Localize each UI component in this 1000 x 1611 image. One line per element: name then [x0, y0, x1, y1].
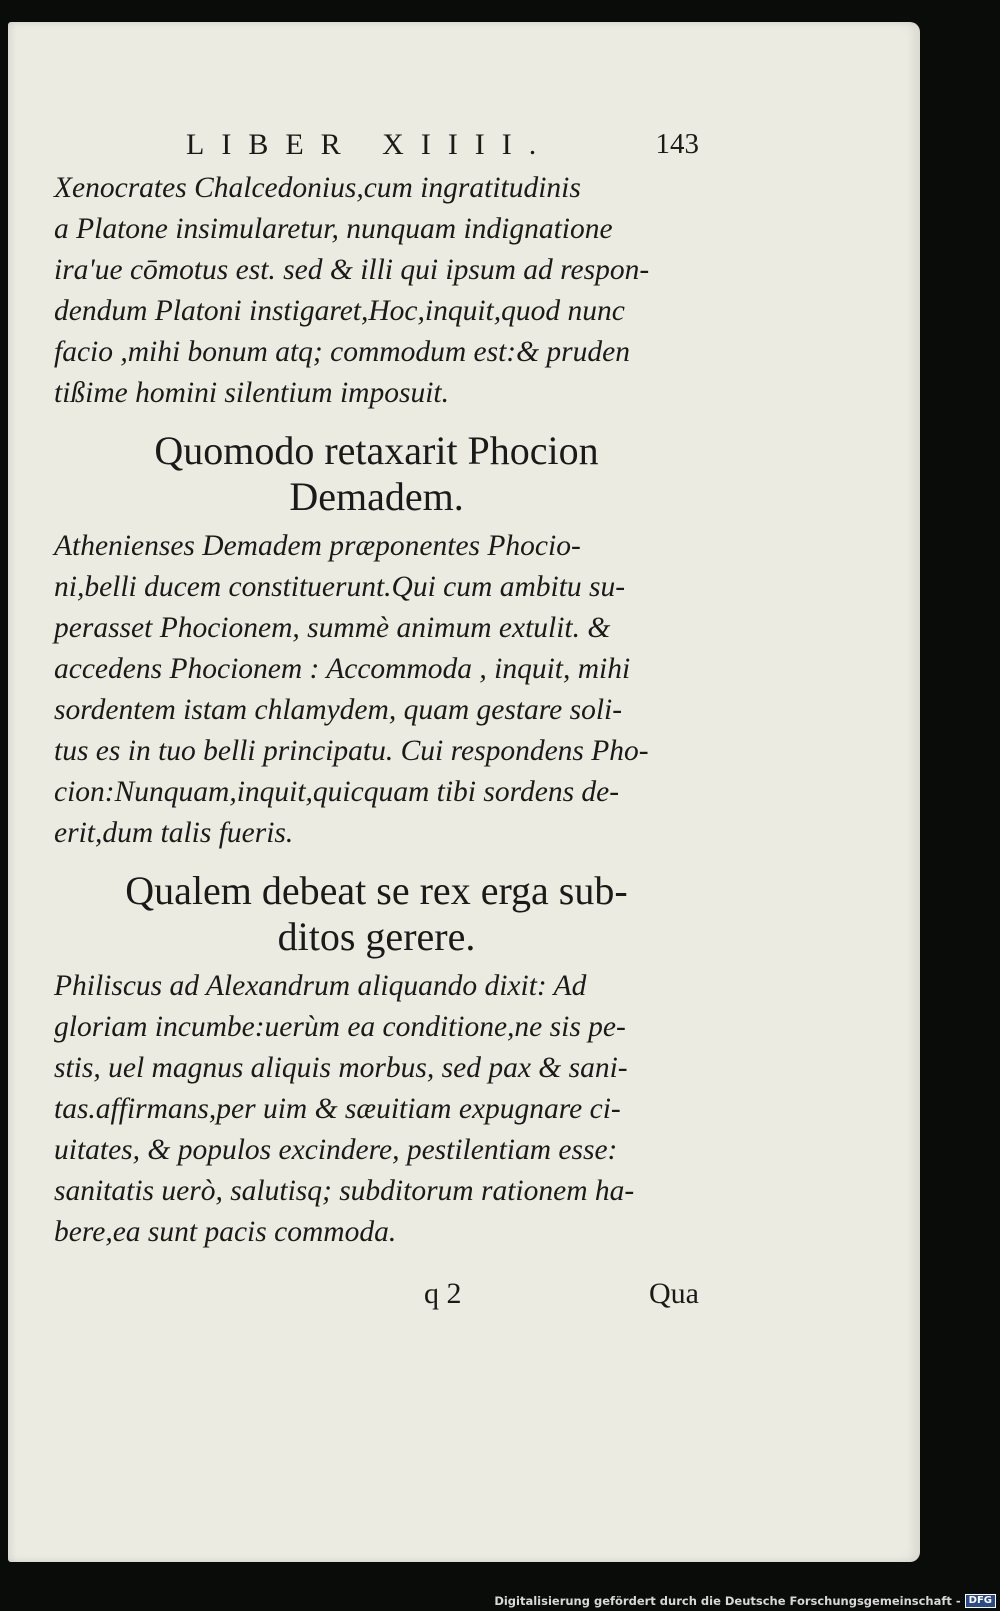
- page-text-block: [54, 126, 699, 1317]
- page-footer: [54, 1277, 699, 1317]
- text-line: tißime homini silentium imposuit.: [54, 377, 449, 409]
- text-line: tus es in tuo belli principatu. Cui respondens Pho-: [54, 735, 649, 767]
- text-line: gloriam incumbe:uerùm ea conditione,ne sis pe-: [54, 1011, 626, 1043]
- text-line: ni,belli ducem constituerunt.Qui cum ambitu su-: [54, 571, 626, 603]
- digitization-credit: [494, 1593, 996, 1609]
- section-heading: [54, 868, 699, 960]
- text-line: stis, uel magnus aliquis morbus, sed pax & sani-: [54, 1052, 628, 1084]
- text-line: Philiscus ad Alexandrum aliquando dixit: Ad: [54, 970, 587, 1002]
- text-line: dendum Platoni instigaret,Hoc,inquit,quod nunc: [54, 295, 625, 327]
- book-page: [8, 22, 920, 1562]
- credit-text: Digitalisierung gefördert durch die Deutsche Forschungsgemeinschaft -: [494, 1594, 961, 1608]
- text-line: cion:Nunquam,inquit,quicquam tibi sordens de-: [54, 776, 620, 808]
- text-line: ira'ue cōmotus est. sed & illi qui ipsum ad respon-: [54, 254, 650, 286]
- text-paragraph: [54, 168, 699, 414]
- text-line: bere,ea sunt pacis commoda.: [54, 1216, 397, 1248]
- text-line: Athenienses Demadem præponentes Phocio-: [54, 530, 581, 562]
- text-line: a Platone insimularetur, nunquam indignatione: [54, 213, 613, 245]
- heading-line: Demadem.: [289, 474, 464, 519]
- text-line: sordentem istam chlamydem, quam gestare soli-: [54, 694, 623, 726]
- section-heading: [54, 428, 699, 520]
- text-sections: [54, 168, 699, 1253]
- catchword: Qua: [649, 1277, 699, 1310]
- text-line: uitates, & populos excindere, pestilentiam esse:: [54, 1134, 618, 1166]
- running-head: [54, 126, 699, 166]
- text-line: tas.affirmans,per uim & sæuitiam expugnare ci-: [54, 1093, 621, 1125]
- text-line: perasset Phocionem, summè animum extulit. &: [54, 612, 611, 644]
- text-paragraph: [54, 966, 699, 1253]
- running-head-title: LIBER XIIII.: [186, 128, 554, 161]
- folio-number: 143: [655, 128, 699, 160]
- heading-line: Qualem debeat se rex erga sub-: [125, 868, 628, 913]
- text-line: Xenocrates Chalcedonius,cum ingratitudinis: [54, 172, 581, 204]
- text-line: accedens Phocionem : Accommoda , inquit, mihi: [54, 653, 631, 685]
- dfg-logo-icon: DFG: [965, 1594, 996, 1608]
- text-line: facio ,mihi bonum atq; commodum est:& pruden: [54, 336, 630, 368]
- heading-line: Quomodo retaxarit Phocion: [154, 428, 599, 473]
- text-line: sanitatis uerò, salutisq; subditorum rationem ha-: [54, 1175, 635, 1207]
- text-line: erit,dum talis fueris.: [54, 817, 294, 849]
- signature-mark: q 2: [424, 1277, 462, 1310]
- text-paragraph: [54, 526, 699, 854]
- heading-line: ditos gerere.: [277, 914, 476, 959]
